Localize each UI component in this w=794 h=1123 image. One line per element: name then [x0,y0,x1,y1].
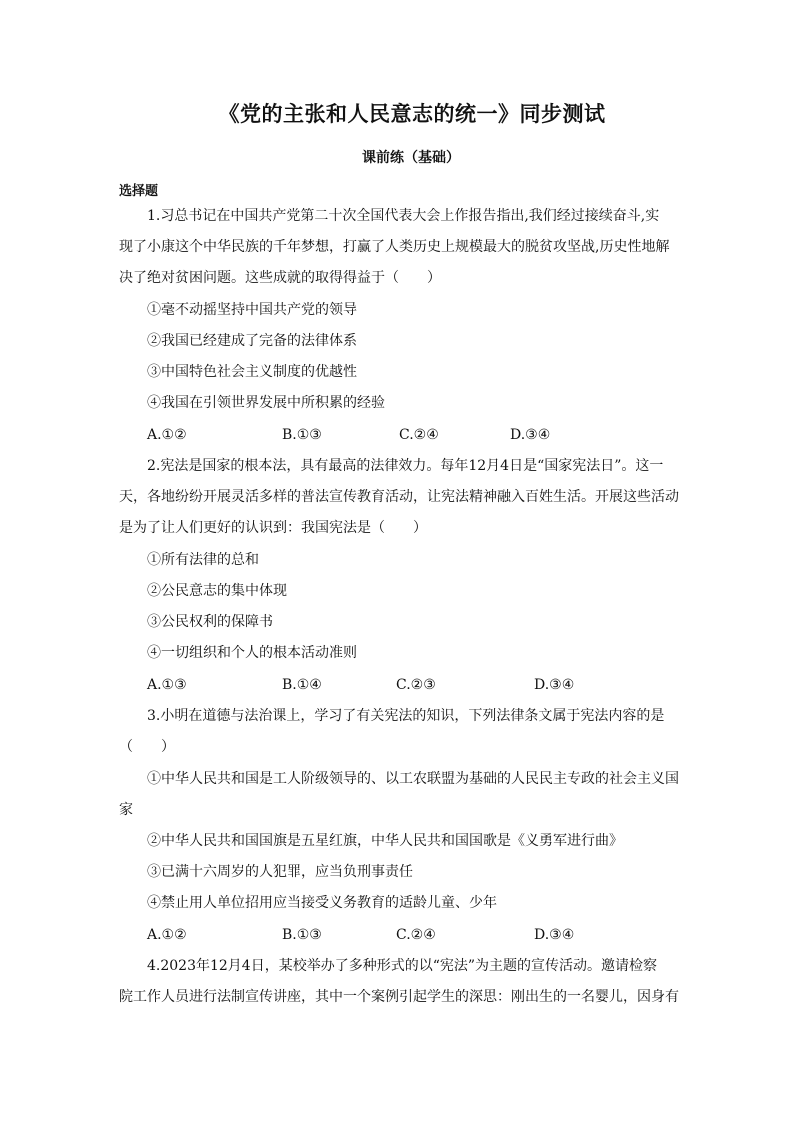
question-1-item-2: ②我国已经建成了完备的法律体系 [147,333,357,349]
question-1-item-4: ④我国在引领世界发展中所积累的经验 [147,395,385,411]
question-3-stem-line-2: （ ） [119,739,175,755]
question-3-item-1: ①中华人民共和国是工人阶级领导的、以工农联盟为基础的人民民主专政的社会主义国 [147,771,679,787]
question-1-item-3: ③中国特色社会主义制度的优越性 [147,364,357,380]
question-2-stem-line-3: 是为了让人们更好的认识到：我国宪法是（ ） [119,520,427,536]
document-subtitle: 课前练（基础） [362,150,460,166]
option-a: A.①② [147,927,187,943]
question-1-stem-line-3: 决了绝对贫困问题。这些成就的取得得益于（ ） [119,270,441,286]
question-1-stem-line-1: 1.习总书记在中国共产党第二十次全国代表大会上作报告指出,我们经过接续奋斗,实 [147,208,660,224]
document-title: 《党的主张和人民意志的统一》同步测试 [218,102,606,126]
question-2-item-1: ①所有法律的总和 [147,552,259,568]
question-2-item-2: ②公民意志的集中体现 [147,583,287,599]
option-d: D.③④ [534,677,575,693]
option-b: B.①③ [282,927,322,943]
option-c: C.②③ [396,677,436,693]
question-2-item-3: ③公民权利的保障书 [147,614,273,630]
question-4-stem-line-2: 院工作人员进行法制宣传讲座，其中一个案例引起学生的深思：刚出生的一名婴儿，因身有 [119,989,679,1005]
question-2-item-4: ④一切组织和个人的根本活动准则 [147,645,357,661]
section-heading: 选择题 [119,184,159,199]
option-b: B.①④ [282,677,322,693]
question-3-item-2: ②中华人民共和国国旗是五星红旗，中华人民共和国国歌是《义勇军进行曲》 [147,833,623,849]
question-3-item-4: ④禁止用人单位招用应当接受义务教育的适龄儿童、少年 [147,895,497,911]
option-c: C.②④ [399,427,439,443]
option-c: C.②④ [396,927,436,943]
question-4-stem-line-1: 4.2023年12月4日，某校举办了多种形式的以“宪法”为主题的宣传活动。邀请检察 [147,958,658,974]
option-d: D.③④ [510,427,551,443]
option-b: B.①③ [282,427,322,443]
question-3-stem-line-1: 3.小明在道德与法治课上，学习了有关宪法的知识，下列法律条文属于宪法内容的是 [147,708,665,724]
option-a: A.①② [147,427,187,443]
option-a: A.①③ [147,677,187,693]
question-3-item-1-cont: 家 [119,802,133,818]
option-d: D.③④ [534,927,575,943]
question-2-stem-line-2: 天，各地纷纷开展灵活多样的普法宣传教育活动，让宪法精神融入百姓生活。开展这些活动 [119,489,679,505]
question-1-item-1: ①毫不动摇坚持中国共产党的领导 [147,302,357,318]
question-1-stem-line-2: 现了小康这个中华民族的千年梦想，打赢了人类历史上规模最大的脱贫攻坚战,历史性地解 [119,239,670,255]
question-2-stem-line-1: 2.宪法是国家的根本法，具有最高的法律效力。每年12月4日是“国家宪法日”。这一 [147,458,664,474]
question-3-item-3: ③已满十六周岁的人犯罪，应当负刑事责任 [147,864,413,880]
